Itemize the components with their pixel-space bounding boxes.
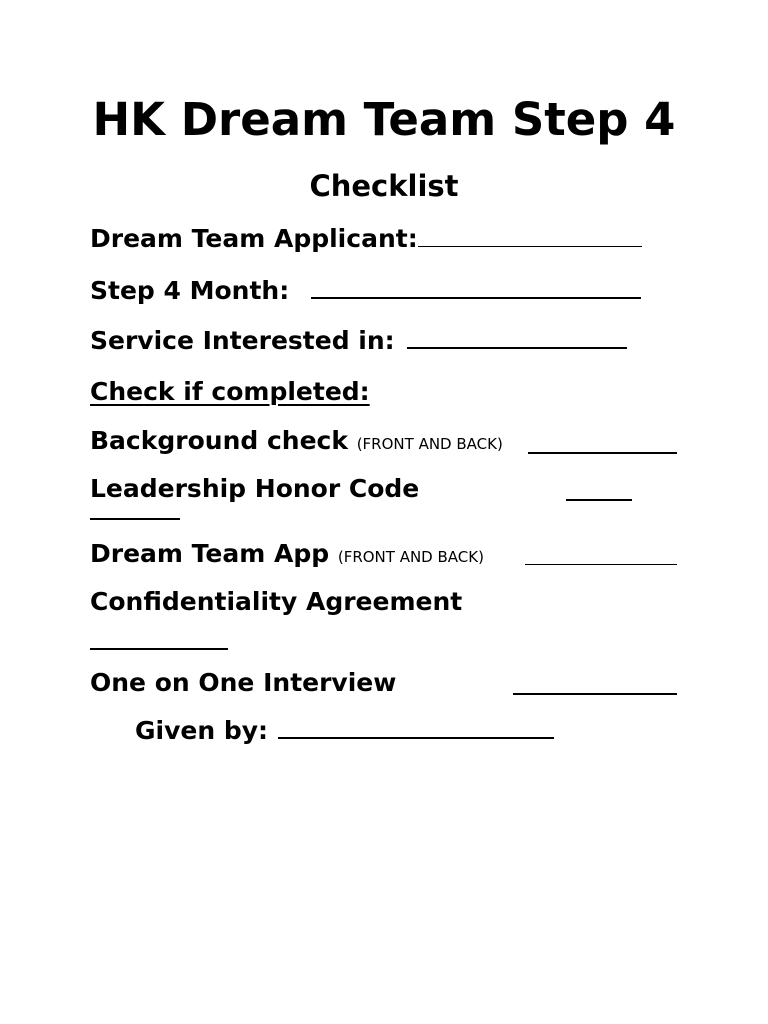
section-heading: Check if completed:: [90, 377, 370, 406]
item-note: (FRONT AND BACK): [356, 435, 503, 453]
given-by-blank[interactable]: [278, 736, 554, 739]
item-label: Background check: [90, 426, 348, 455]
confidentiality-agreement-blank[interactable]: [90, 648, 228, 650]
given-by-label: Given by:: [135, 716, 269, 745]
service-blank[interactable]: [407, 346, 627, 349]
item-confidentiality-agreement: [90, 587, 462, 617]
applicant-label: Dream Team Applicant:: [90, 224, 418, 253]
month-blank[interactable]: [311, 296, 641, 299]
page-subtitle: Checklist: [309, 169, 459, 203]
interview-blank[interactable]: [513, 693, 677, 695]
item-label: One on One Interview: [90, 668, 397, 697]
leadership-honor-code-blank-2[interactable]: [90, 518, 180, 520]
service-label: Service Interested in:: [90, 326, 395, 355]
applicant-blank[interactable]: [418, 245, 642, 247]
month-label: Step 4 Month:: [90, 276, 290, 305]
item-dream-team-app: [90, 539, 484, 572]
item-label: Dream Team App: [90, 539, 330, 568]
item-label: Leadership Honor Code: [90, 474, 420, 503]
background-check-blank[interactable]: [528, 452, 677, 454]
service-field: [90, 326, 627, 356]
leadership-honor-code-blank-1[interactable]: [566, 499, 632, 501]
item-note: (FRONT AND BACK): [337, 548, 484, 566]
item-one-on-one-interview: [90, 668, 396, 698]
item-background-check: [90, 426, 503, 459]
given-by-field: [135, 716, 554, 746]
item-label: Confidentiality Agreement: [90, 587, 463, 616]
dream-team-app-blank[interactable]: [525, 564, 677, 565]
month-field: [90, 276, 641, 306]
page-title: HK Dream Team Step 4: [92, 93, 676, 146]
item-leadership-honor-code: [90, 474, 419, 504]
applicant-field: [90, 224, 642, 254]
